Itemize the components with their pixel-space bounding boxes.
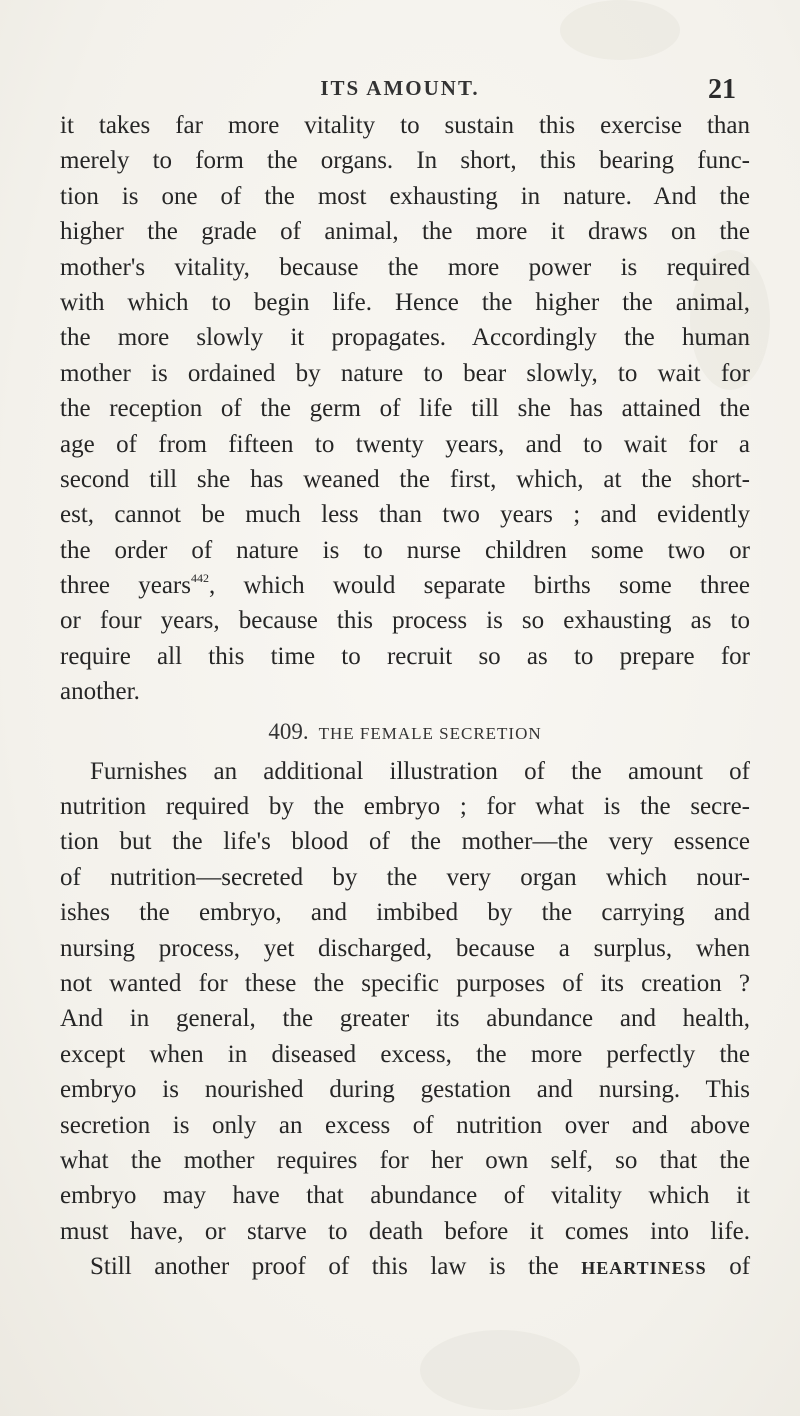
- page-header: [0, 74, 800, 110]
- text-line: higher the grade of animal, the more it draws on the: [60, 218, 750, 246]
- text-fragment: Still another proof of this law is the: [90, 1253, 559, 1281]
- text-line: require all this time to recruit so as to prepare for: [60, 642, 750, 670]
- text-line: embryo may have that abundance of vitality which it: [60, 1182, 750, 1210]
- text-line: another.: [60, 678, 140, 706]
- text-line: the order of nature is to nurse children some two or: [60, 536, 750, 564]
- text-line: or four years, because this process is so exhausting as to: [60, 607, 750, 635]
- paragraph: [60, 108, 750, 710]
- paper-stain: [420, 1330, 580, 1410]
- text-line: of nutrition—secreted by the very organ which nour-: [60, 863, 750, 891]
- text-line: what the mother requires for her own self, so that the: [60, 1146, 750, 1174]
- text-line: not wanted for these the specific purposes of its creation ?: [60, 969, 750, 997]
- text-line: mother is ordained by nature to bear slowly, to wait for: [60, 359, 750, 387]
- section-number: 409.: [268, 718, 309, 744]
- text-line: nutrition required by the embryo ; for what is the secre-: [60, 793, 750, 821]
- text-line: it takes far more vitality to sustain this exercise than: [60, 112, 750, 139]
- text-line: And in general, the greater its abundance and health,: [60, 1005, 750, 1033]
- text-line: merely to form the organs. In short, this bearing func-: [60, 147, 750, 175]
- paper-stain: [560, 0, 680, 60]
- text-fragment: three years: [60, 572, 191, 600]
- text-line: the more slowly it propagates. Accordingly the human: [60, 324, 750, 352]
- text-line: must have, or starve to death before it comes into life.: [60, 1217, 750, 1245]
- text-line-with-footnote: [60, 568, 750, 603]
- section-title: THE FEMALE SECRETION: [318, 723, 542, 743]
- text-line: second till she has weaned the first, which, at the short-: [60, 465, 750, 493]
- text-line: except when in diseased excess, the more perfectly the: [60, 1040, 750, 1068]
- text-line-with-smallcaps: [60, 1249, 750, 1284]
- text-line: age of from fifteen to twenty years, and to wait for a: [60, 430, 750, 458]
- page-number: 21: [708, 74, 736, 105]
- running-head: ITS AMOUNT.: [320, 76, 480, 100]
- text-line: embryo is nourished during gestation and nursing. This: [60, 1076, 750, 1104]
- text-line: tion but the life's blood of the mother—the very essence: [60, 828, 750, 856]
- footnote-reference: 442: [190, 571, 209, 586]
- text-line: secretion is only an excess of nutrition over and above: [60, 1111, 750, 1139]
- text-fragment: of: [729, 1253, 751, 1281]
- text-line: est, cannot be much less than two years ; and evidently: [60, 501, 750, 529]
- text-line: Furnishes an additional illustration of the amount of: [90, 757, 750, 785]
- text-line: the reception of the germ of life till she has attained the: [60, 395, 750, 423]
- text-line: tion is one of the most exhausting in nature. And the: [60, 182, 750, 210]
- smallcaps-term: HEARTINESS: [581, 1258, 707, 1279]
- body-text: [60, 108, 750, 1285]
- text-line: with which to begin life. Hence the higher the animal,: [60, 288, 750, 316]
- text-line: mother's vitality, because the more power is required: [60, 253, 750, 281]
- section-heading: [60, 710, 750, 754]
- text-line: ishes the embryo, and imbibed by the carrying and: [60, 899, 750, 927]
- text-line: nursing process, yet discharged, because a surplus, when: [60, 934, 750, 962]
- text-fragment: , which would separate births some three: [208, 572, 750, 600]
- paragraph: [60, 754, 750, 1285]
